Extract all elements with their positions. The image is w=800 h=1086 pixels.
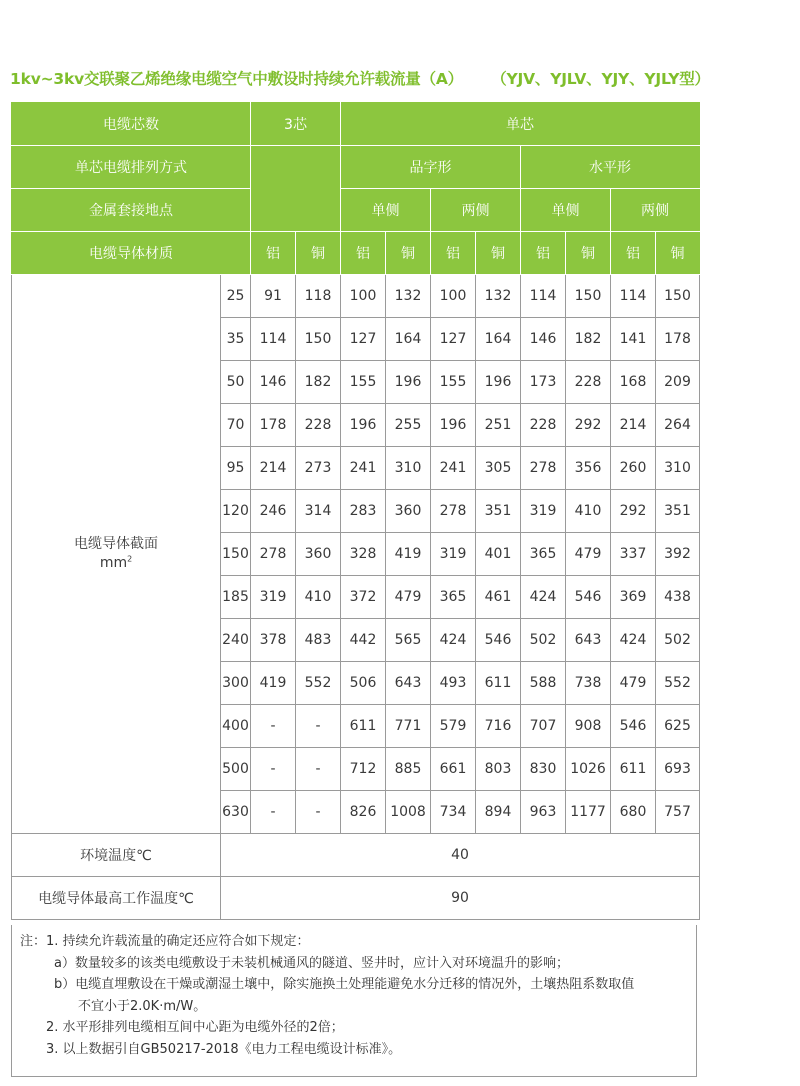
title-models: （YJV、YJLV、YJY、YJLY型） — [498, 70, 710, 88]
header-material-cell: 铜 — [656, 232, 700, 275]
value-cell: 392 — [656, 533, 700, 576]
section-unit-text: mm — [99, 555, 128, 571]
size-cell: 185 — [221, 576, 251, 619]
value-cell: 228 — [296, 404, 341, 447]
value-cell: 365 — [431, 576, 476, 619]
value-cell: 546 — [566, 576, 611, 619]
header-label-arrangement: 单芯电缆排列方式 — [12, 146, 251, 189]
title-main: 1kv~3kv交联聚乙烯绝缘电缆空气中敷设时持续允许载流量（A） — [10, 70, 463, 88]
value-cell: 283 — [341, 490, 386, 533]
value-cell: 118 — [296, 275, 341, 318]
value-cell: 502 — [656, 619, 700, 662]
value-cell: 716 — [476, 705, 521, 748]
max-temp-label: 电缆导体最高工作温度℃ — [12, 877, 221, 920]
size-cell: 150 — [221, 533, 251, 576]
note-line: 3. 以上数据引自GB50217-2018《电力工程电缆设计标准》。 — [46, 1041, 402, 1057]
value-cell: 155 — [341, 361, 386, 404]
value-cell: 1177 — [566, 791, 611, 834]
value-cell: 360 — [386, 490, 431, 533]
value-cell: 908 — [566, 705, 611, 748]
value-cell: 643 — [386, 662, 431, 705]
value-cell: - — [296, 748, 341, 791]
value-cell: 337 — [611, 533, 656, 576]
value-cell: 830 — [521, 748, 566, 791]
value-cell: 150 — [566, 275, 611, 318]
value-cell: 707 — [521, 705, 566, 748]
value-cell: 479 — [611, 662, 656, 705]
value-cell: 661 — [431, 748, 476, 791]
value-cell: 114 — [521, 275, 566, 318]
value-cell: 479 — [386, 576, 431, 619]
header-empty-cell — [251, 146, 341, 232]
header-both-sides: 两侧 — [611, 189, 700, 232]
value-cell: 127 — [431, 318, 476, 361]
header-label-material: 电缆导体材质 — [12, 232, 251, 275]
value-cell: 150 — [656, 275, 700, 318]
value-cell: 273 — [296, 447, 341, 490]
value-cell: 251 — [476, 404, 521, 447]
value-cell: 132 — [386, 275, 431, 318]
value-cell: 378 — [251, 619, 296, 662]
section-label-cell — [12, 275, 221, 834]
value-cell: 643 — [566, 619, 611, 662]
value-cell: 611 — [476, 662, 521, 705]
value-cell: 146 — [251, 361, 296, 404]
header-row-grounding — [12, 189, 700, 232]
value-cell: 579 — [431, 705, 476, 748]
value-cell: 438 — [656, 576, 700, 619]
value-cell: 757 — [656, 791, 700, 834]
note-line: 2. 水平形排列电缆相互间中心距为电缆外径的2倍； — [46, 1020, 344, 1035]
value-cell: 1026 — [566, 748, 611, 791]
value-cell: 502 — [521, 619, 566, 662]
value-cell: 255 — [386, 404, 431, 447]
value-cell: 214 — [251, 447, 296, 490]
value-cell: 141 — [611, 318, 656, 361]
value-cell: 552 — [296, 662, 341, 705]
section-unit — [12, 554, 220, 573]
ambient-label: 环境温度℃ — [12, 834, 221, 877]
value-cell: 424 — [521, 576, 566, 619]
value-cell: 771 — [386, 705, 431, 748]
value-cell: 365 — [521, 533, 566, 576]
header-both-sides: 两侧 — [431, 189, 521, 232]
value-cell: 178 — [251, 404, 296, 447]
value-cell: 150 — [296, 318, 341, 361]
value-cell: 241 — [341, 447, 386, 490]
value-cell: 826 — [341, 791, 386, 834]
size-cell: 35 — [221, 318, 251, 361]
value-cell: 127 — [341, 318, 386, 361]
value-cell: 164 — [476, 318, 521, 361]
header-row-cores — [12, 103, 700, 146]
value-cell: 611 — [611, 748, 656, 791]
value-cell: 228 — [521, 404, 566, 447]
notes-box — [11, 925, 697, 1077]
header-material-cell: 铝 — [521, 232, 566, 275]
size-cell: 95 — [221, 447, 251, 490]
size-cell: 300 — [221, 662, 251, 705]
page-title — [10, 67, 790, 91]
note-line: a）数量较多的该类电缆敷设于未装机械通风的隧道、竖井时，应计入对环境温升的影响； — [54, 955, 569, 971]
value-cell: 351 — [476, 490, 521, 533]
size-cell: 50 — [221, 361, 251, 404]
value-cell: 410 — [296, 576, 341, 619]
value-cell: 369 — [611, 576, 656, 619]
value-cell: 461 — [476, 576, 521, 619]
ampacity-table — [11, 102, 700, 920]
value-cell: 493 — [431, 662, 476, 705]
value-cell: 680 — [611, 791, 656, 834]
value-cell: 546 — [611, 705, 656, 748]
value-cell: 351 — [656, 490, 700, 533]
ambient-row — [12, 834, 700, 877]
value-cell: 442 — [341, 619, 386, 662]
value-cell: 419 — [386, 533, 431, 576]
value-cell: 241 — [431, 447, 476, 490]
value-cell: 738 — [566, 662, 611, 705]
section-label: 电缆导体截面 — [74, 536, 158, 553]
value-cell: 278 — [431, 490, 476, 533]
value-cell: 264 — [656, 404, 700, 447]
value-cell: - — [251, 791, 296, 834]
size-cell: 400 — [221, 705, 251, 748]
value-cell: 182 — [296, 361, 341, 404]
header-flat: 水平形 — [521, 146, 700, 189]
header-three-core: 3芯 — [251, 103, 341, 146]
note-line: b）电缆直埋敷设在干燥或潮湿土壤中，除实施换土处理能避免水分迁移的情况外，土壤热阻系数取值 — [54, 977, 635, 992]
table-row — [12, 275, 700, 318]
value-cell: 114 — [251, 318, 296, 361]
header-material-cell: 铜 — [386, 232, 431, 275]
value-cell: 91 — [251, 275, 296, 318]
size-cell: 500 — [221, 748, 251, 791]
note-line: 不宜小于2.0K·m/W。 — [78, 998, 207, 1014]
header-material-cell: 铝 — [611, 232, 656, 275]
size-cell: 120 — [221, 490, 251, 533]
value-cell: 483 — [296, 619, 341, 662]
value-cell: 178 — [656, 318, 700, 361]
value-cell: 196 — [386, 361, 431, 404]
header-label-grounding: 金属套接地点 — [12, 189, 251, 232]
value-cell: 712 — [341, 748, 386, 791]
header-material-cell: 铝 — [251, 232, 296, 275]
value-cell: 100 — [431, 275, 476, 318]
value-cell: 401 — [476, 533, 521, 576]
value-cell: 885 — [386, 748, 431, 791]
header-single-core: 单芯 — [341, 103, 700, 146]
max-temp-value: 90 — [221, 877, 700, 920]
header-trefoil: 品字形 — [341, 146, 521, 189]
value-cell: 246 — [251, 490, 296, 533]
value-cell: 196 — [431, 404, 476, 447]
value-cell: 228 — [566, 361, 611, 404]
value-cell: - — [296, 705, 341, 748]
value-cell: - — [251, 705, 296, 748]
ambient-value: 40 — [221, 834, 700, 877]
value-cell: 424 — [431, 619, 476, 662]
value-cell: 278 — [251, 533, 296, 576]
value-cell: 419 — [251, 662, 296, 705]
header-row-arrangement — [12, 146, 700, 189]
value-cell: 168 — [611, 361, 656, 404]
value-cell: 314 — [296, 490, 341, 533]
section-unit-sup: 2 — [127, 554, 133, 564]
header-material-cell: 铜 — [296, 232, 341, 275]
max-temp-row — [12, 877, 700, 920]
value-cell: - — [251, 748, 296, 791]
value-cell: 625 — [656, 705, 700, 748]
header-single-side: 单侧 — [341, 189, 431, 232]
value-cell: 155 — [431, 361, 476, 404]
size-cell: 25 — [221, 275, 251, 318]
value-cell: 588 — [521, 662, 566, 705]
size-cell: 630 — [221, 791, 251, 834]
size-cell: 70 — [221, 404, 251, 447]
value-cell: 292 — [566, 404, 611, 447]
header-material-cell: 铜 — [566, 232, 611, 275]
value-cell: 506 — [341, 662, 386, 705]
value-cell: 894 — [476, 791, 521, 834]
size-cell: 240 — [221, 619, 251, 662]
value-cell: 546 — [476, 619, 521, 662]
value-cell: 310 — [656, 447, 700, 490]
value-cell: 196 — [341, 404, 386, 447]
value-cell: 196 — [476, 361, 521, 404]
value-cell: 1008 — [386, 791, 431, 834]
value-cell: 100 — [341, 275, 386, 318]
value-cell: 424 — [611, 619, 656, 662]
header-row-materials — [12, 232, 700, 275]
value-cell: 132 — [476, 275, 521, 318]
value-cell: 319 — [431, 533, 476, 576]
value-cell: 360 — [296, 533, 341, 576]
value-cell: 734 — [431, 791, 476, 834]
value-cell: 310 — [386, 447, 431, 490]
header-material-cell: 铜 — [476, 232, 521, 275]
note-line: 注：1. 持续允许载流量的确定还应符合如下规定： — [20, 934, 310, 949]
header-single-side: 单侧 — [521, 189, 611, 232]
value-cell: - — [296, 791, 341, 834]
header-material-cell: 铝 — [431, 232, 476, 275]
header-material-cell: 铝 — [341, 232, 386, 275]
value-cell: 214 — [611, 404, 656, 447]
value-cell: 164 — [386, 318, 431, 361]
value-cell: 693 — [656, 748, 700, 791]
value-cell: 372 — [341, 576, 386, 619]
value-cell: 410 — [566, 490, 611, 533]
value-cell: 319 — [251, 576, 296, 619]
value-cell: 565 — [386, 619, 431, 662]
value-cell: 328 — [341, 533, 386, 576]
value-cell: 479 — [566, 533, 611, 576]
value-cell: 292 — [611, 490, 656, 533]
value-cell: 173 — [521, 361, 566, 404]
value-cell: 305 — [476, 447, 521, 490]
value-cell: 552 — [656, 662, 700, 705]
value-cell: 209 — [656, 361, 700, 404]
value-cell: 146 — [521, 318, 566, 361]
value-cell: 803 — [476, 748, 521, 791]
value-cell: 260 — [611, 447, 656, 490]
header-label-cores: 电缆芯数 — [12, 103, 251, 146]
value-cell: 319 — [521, 490, 566, 533]
value-cell: 963 — [521, 791, 566, 834]
value-cell: 278 — [521, 447, 566, 490]
value-cell: 611 — [341, 705, 386, 748]
value-cell: 356 — [566, 447, 611, 490]
value-cell: 114 — [611, 275, 656, 318]
value-cell: 182 — [566, 318, 611, 361]
